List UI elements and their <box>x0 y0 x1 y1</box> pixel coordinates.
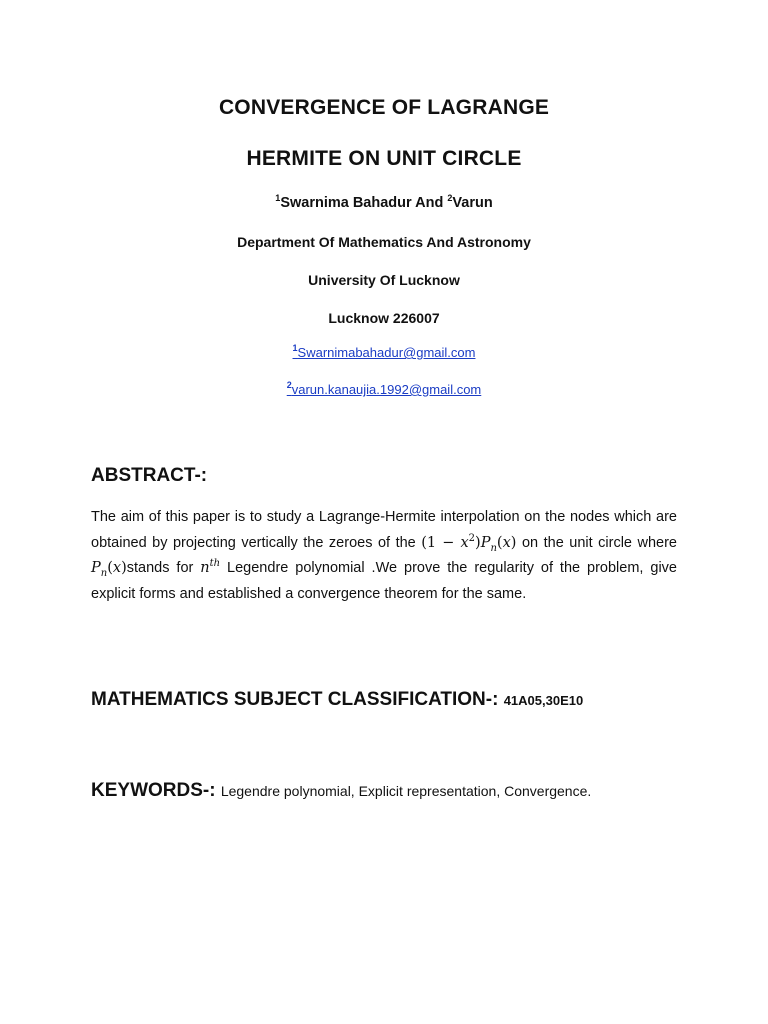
classification-heading: MATHEMATICS SUBJECT CLASSIFICATION-: <box>91 689 504 710</box>
email-2-address: varun.kanaujia.1992@gmail.com <box>291 382 482 397</box>
paper-title-line-2: HERMITE ON UNIT CIRCLE <box>246 147 522 170</box>
math-expression-1: $(1 - x^2)P_n(x)$ <box>421 532 517 554</box>
math-expression-3: $n^{th}$ <box>200 558 221 576</box>
email-2-mark: 2 <box>286 380 292 390</box>
email-1-mark: 1 <box>292 343 298 353</box>
keywords-list: Legendre polynomial, Explicit representation, Convergence. <box>220 783 592 799</box>
paper-title-line-1: CONVERGENCE OF LAGRANGE <box>218 96 550 119</box>
author-2-mark: 2 <box>447 193 453 203</box>
keywords-heading: KEYWORDS-: <box>91 780 221 801</box>
city-postcode: Lucknow 226007 <box>328 310 440 326</box>
abstract-text-4: Legendre polynomial .We prove the regularity of the problem, give explicit forms and established a convergence theorem for the same. <box>91 560 677 602</box>
author-2-name: Varun <box>452 195 493 211</box>
abstract-heading: ABSTRACT-: <box>91 465 208 486</box>
author-line <box>0 195 768 211</box>
department: Department Of Mathematics And Astronomy <box>237 234 531 250</box>
abstract-text-3: stands for <box>126 560 201 576</box>
classification-codes: 41A05,30E10 <box>503 693 584 708</box>
author-1-mark: 1 <box>275 193 281 203</box>
email-line-2 <box>0 381 768 399</box>
classification-heading-line <box>91 689 583 711</box>
university: University Of Lucknow <box>308 272 460 288</box>
keywords-line <box>91 780 591 802</box>
abstract-body <box>91 505 677 607</box>
author-1-name: Swarnima Bahadur And <box>280 195 448 211</box>
math-expression-2: $P_n(x)$ <box>91 560 127 579</box>
abstract-text-2: on the unit circle where <box>516 534 677 551</box>
abstract-text-1: The aim of this paper is to study a Lagrange-Hermite interpolation on the nodes which are obtained by projecting vertically the zeroes of the <box>91 509 677 551</box>
email-line-1 <box>0 344 768 362</box>
email-link-2[interactable] <box>287 382 482 397</box>
email-1-address: Swarnimabahadur@gmail.com <box>297 345 476 360</box>
email-link-1[interactable] <box>293 345 476 360</box>
